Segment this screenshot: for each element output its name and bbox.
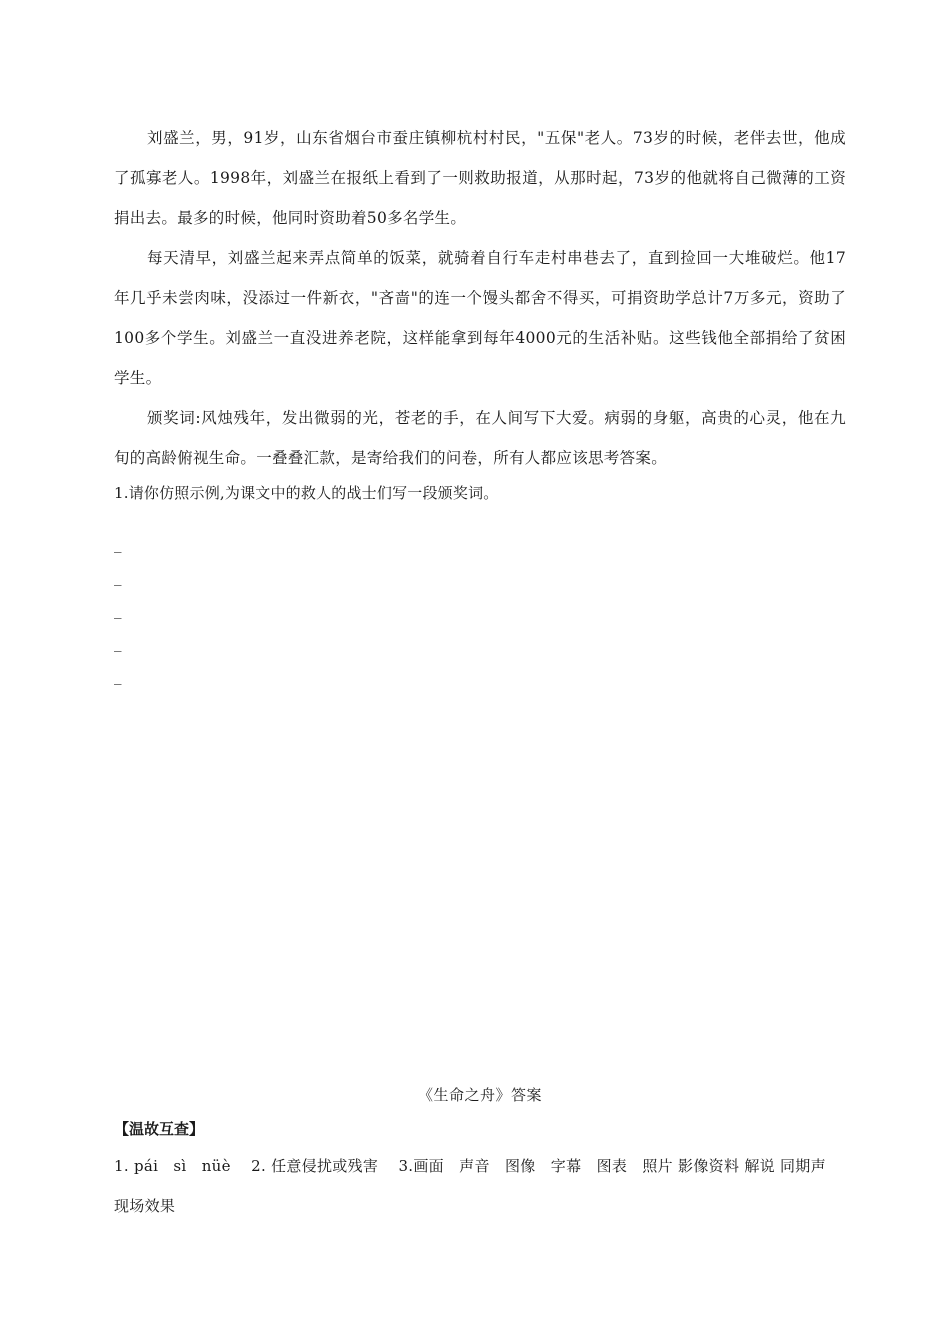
answer-text: 1. pái sì nüè 2. 任意侵扰或残害 3.画面 声音 图像 字幕 图表 照片 影像资料 解说 同期声 现场效果 [114, 1157, 831, 1215]
question-1: 1.请你仿照示例,为课文中的救人的战士们写一段颁奖词。 [114, 484, 499, 502]
answer-title: 《生命之舟》答案 [417, 1086, 542, 1104]
document-body [114, 118, 846, 693]
answer-blank-lines [114, 528, 846, 693]
blank-line: _ [114, 535, 122, 553]
paragraph-biography: 刘盛兰，男，91岁，山东省烟台市蚕庄镇柳杭村村民，"五保"老人。73岁的时候，老伴去世，他成了孤寡老人。1998年，刘盛兰在报纸上看到了一则救助报道，从那时起，73岁的他就将自己微薄的工资捐出去。最多的时候，他同时资助着50多名学生。 [114, 129, 846, 227]
paragraph-daily-life: 每天清早，刘盛兰起来弄点简单的饭菜，就骑着自行车走村串巷去了，直到捡回一大堆破烂。他17年几乎未尝肉味，没添过一件新衣，"吝啬"的连一个馒头都舍不得买，可捐资助学总计7万多元，资助了100多个学生。刘盛兰一直没进养老院，这样能拿到每年4000元的生活补贴。这些钱他全部捐给了贫困学生。 [114, 249, 846, 387]
blank-line: _ [114, 601, 122, 619]
section-heading: 【温故互查】 [114, 1120, 205, 1138]
answer-section [114, 1080, 846, 1226]
blank-line: _ [114, 634, 122, 652]
blank-line: _ [114, 568, 122, 586]
paragraph-award-speech: 颁奖词:风烛残年，发出微弱的光，苍老的手，在人间写下大爱。病弱的身躯，高贵的心灵，他在九旬的高龄俯视生命。一叠叠汇款，是寄给我们的问卷，所有人都应该思考答案。 [114, 409, 846, 467]
blank-line: _ [114, 667, 122, 685]
